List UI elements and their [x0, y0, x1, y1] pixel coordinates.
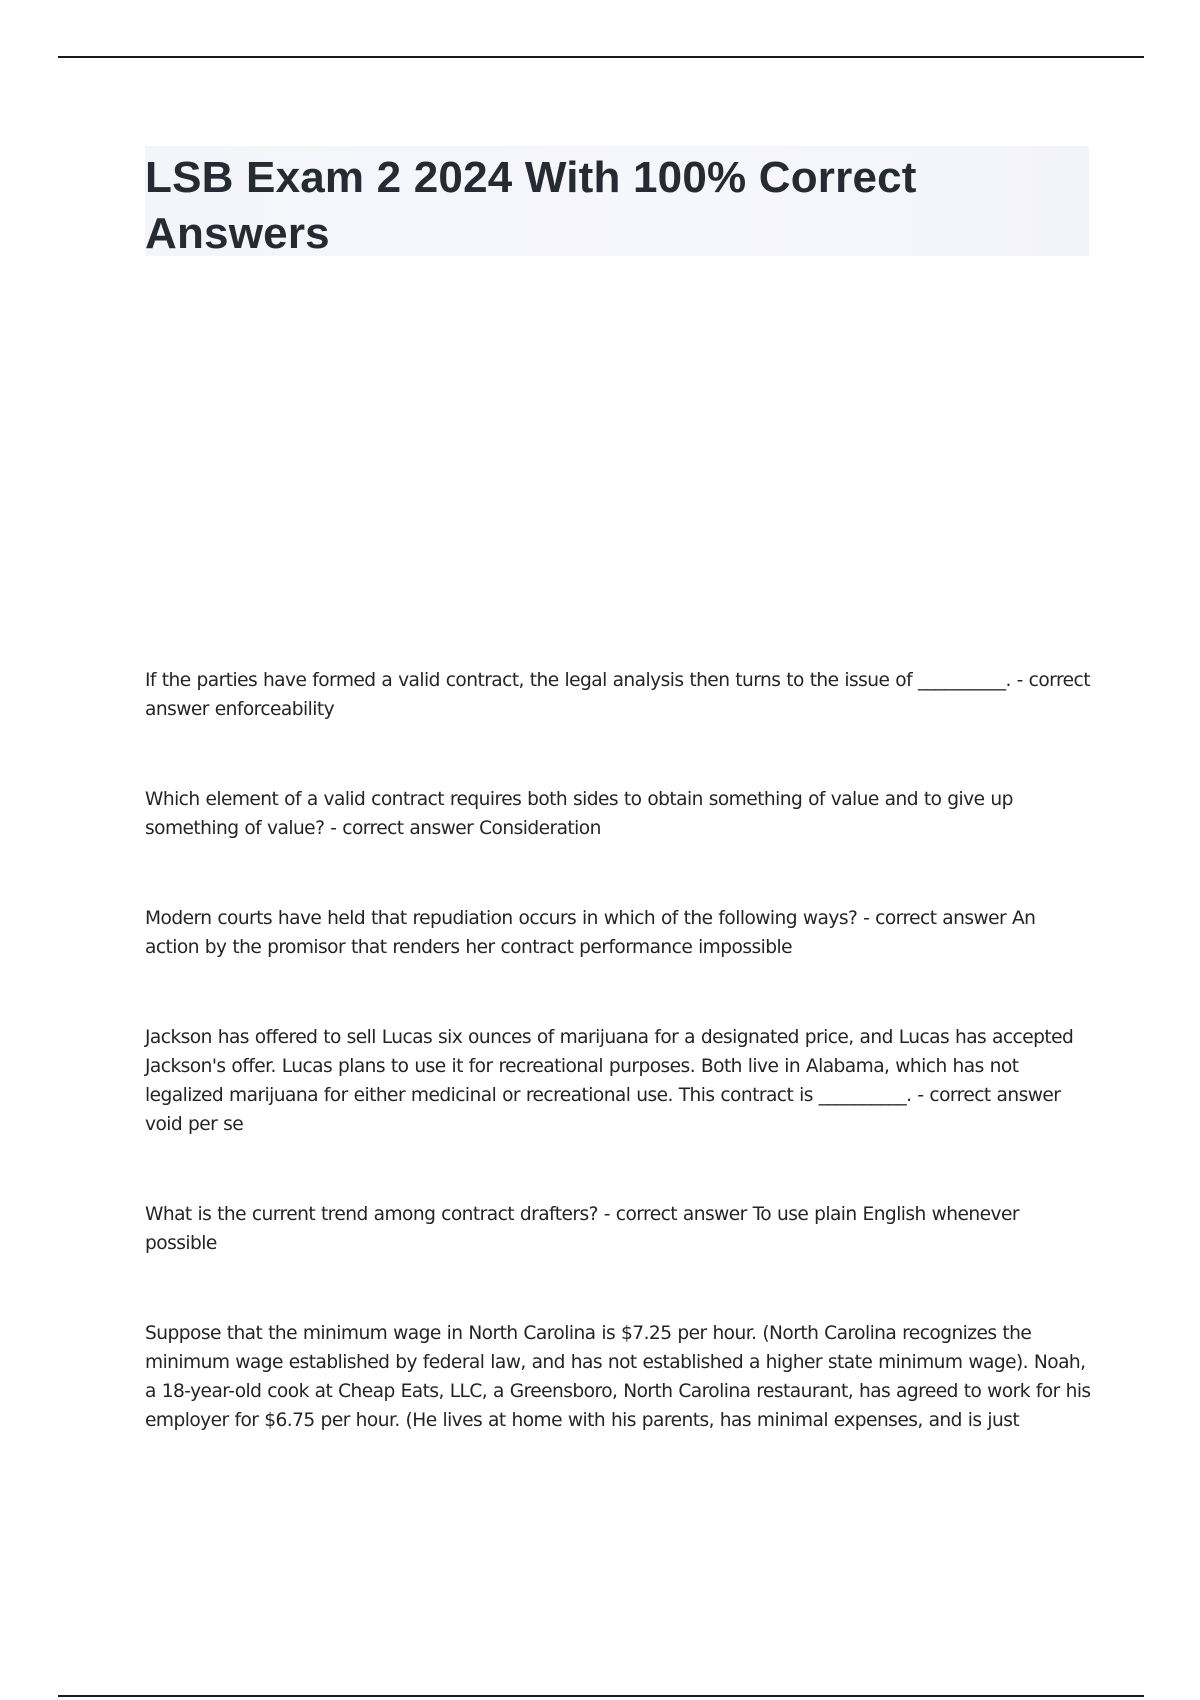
qa-item: Modern courts have held that repudiation occurs in which of the following ways? - correct answer An action by the promisor that renders her contract performance impossible: [145, 908, 1036, 958]
qa-item: Suppose that the minimum wage in North Carolina is $7.25 per hour. (North Carolina recognizes the minimum wage established by federal law, and has not established a higher state minimum wage). Noah, a 18-year-old cook at Cheap Eats, LLC, a Greensboro, North Carolina restaurant, has agreed to work for his employer for $6.75 per hour. (He lives at home with his parents, has minimal expenses, and is just: [145, 1323, 1091, 1431]
qa-item: Which element of a valid contract requires both sides to obtain something of value and to give up something of value? - correct answer Consideration: [145, 789, 1013, 839]
title-banner: [145, 146, 1089, 256]
qa-item: What is the current trend among contract drafters? - correct answer To use plain English whenever possible: [145, 1204, 1019, 1254]
bottom-divider: [58, 1695, 1144, 1697]
question-answer-list: [145, 666, 1095, 1435]
top-divider: [58, 56, 1144, 58]
qa-item: Jackson has offered to sell Lucas six ounces of marijuana for a designated price, and Lucas has accepted Jackson's offer. Lucas plans to use it for recreational purposes. Both live in Alabama, which has not legalized marijuana for either medicinal or recreational use. This contract is __________. - correct answer void per se: [145, 1027, 1074, 1135]
document-title: LSB Exam 2 2024 With 100% Correct Answers: [145, 153, 917, 258]
qa-item: If the parties have formed a valid contract, the legal analysis then turns to the issue of __________. - correct answer enforceability: [145, 670, 1090, 720]
